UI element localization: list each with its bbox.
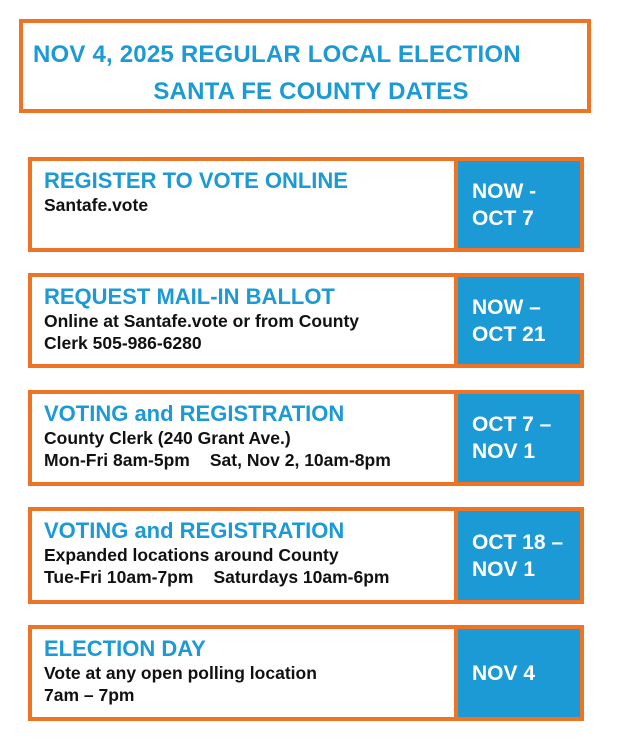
- card-title: VOTING and REGISTRATION: [44, 401, 345, 426]
- hours-saturday: Saturdays 10am-6pm: [213, 567, 390, 587]
- card-title: REGISTER TO VOTE ONLINE: [44, 168, 348, 193]
- date-start: NOW –: [472, 295, 541, 319]
- card-title: REQUEST MAIL-IN BALLOT: [44, 284, 335, 309]
- card-desc-line2: [44, 566, 454, 588]
- card-mail-in-ballot: [28, 273, 584, 368]
- card-desc-line1: Santafe.vote: [44, 195, 149, 215]
- card-date-range: [454, 629, 580, 717]
- card-desc-line1: County Clerk (240 Grant Ave.): [44, 428, 291, 448]
- card-text: [32, 629, 454, 717]
- hours-weekday: Mon-Fri 8am-5pm: [44, 450, 190, 470]
- card-election-day: [28, 625, 584, 721]
- card-date-range: [454, 161, 580, 248]
- date-end: OCT 21: [472, 322, 546, 346]
- card-desc-line2: [44, 449, 454, 471]
- card-text: [32, 277, 454, 364]
- card-date-range: [454, 511, 580, 600]
- header-title: NOV 4, 2025 REGULAR LOCAL ELECTION: [33, 41, 521, 68]
- header-subtitle: SANTA FE COUNTY DATES: [153, 78, 469, 105]
- card-voting-county-clerk: [28, 390, 584, 486]
- date-end: OCT 7: [472, 206, 534, 230]
- page-header: [19, 19, 591, 113]
- card-desc-line1: Online at Santafe.vote or from County: [44, 311, 360, 331]
- date-end: NOV 1: [472, 440, 536, 463]
- card-date-range: [454, 394, 580, 482]
- date-start: NOV 4: [472, 661, 536, 685]
- card-register-online: [28, 157, 584, 252]
- card-desc-line2: 7am – 7pm: [44, 685, 135, 705]
- hours-weekday: Tue-Fri 10am-7pm: [44, 567, 194, 587]
- card-date-range: [454, 277, 580, 364]
- card-title: VOTING and REGISTRATION: [44, 518, 345, 543]
- date-end: NOV 1: [472, 557, 536, 581]
- card-text: [32, 161, 454, 248]
- card-text: [32, 394, 454, 482]
- card-text: [32, 511, 454, 600]
- hours-saturday: Sat, Nov 2, 10am-8pm: [209, 450, 391, 470]
- card-desc-line1: Vote at any open polling location: [44, 663, 317, 683]
- date-start: OCT 7 –: [472, 413, 552, 436]
- card-desc-line2: Clerk 505-986-6280: [44, 333, 202, 353]
- date-start: NOW -: [472, 179, 537, 203]
- card-voting-expanded: [28, 507, 584, 604]
- date-start: OCT 18 –: [472, 530, 564, 554]
- card-title: ELECTION DAY: [44, 636, 206, 661]
- card-desc-line1: Expanded locations around County: [44, 545, 339, 565]
